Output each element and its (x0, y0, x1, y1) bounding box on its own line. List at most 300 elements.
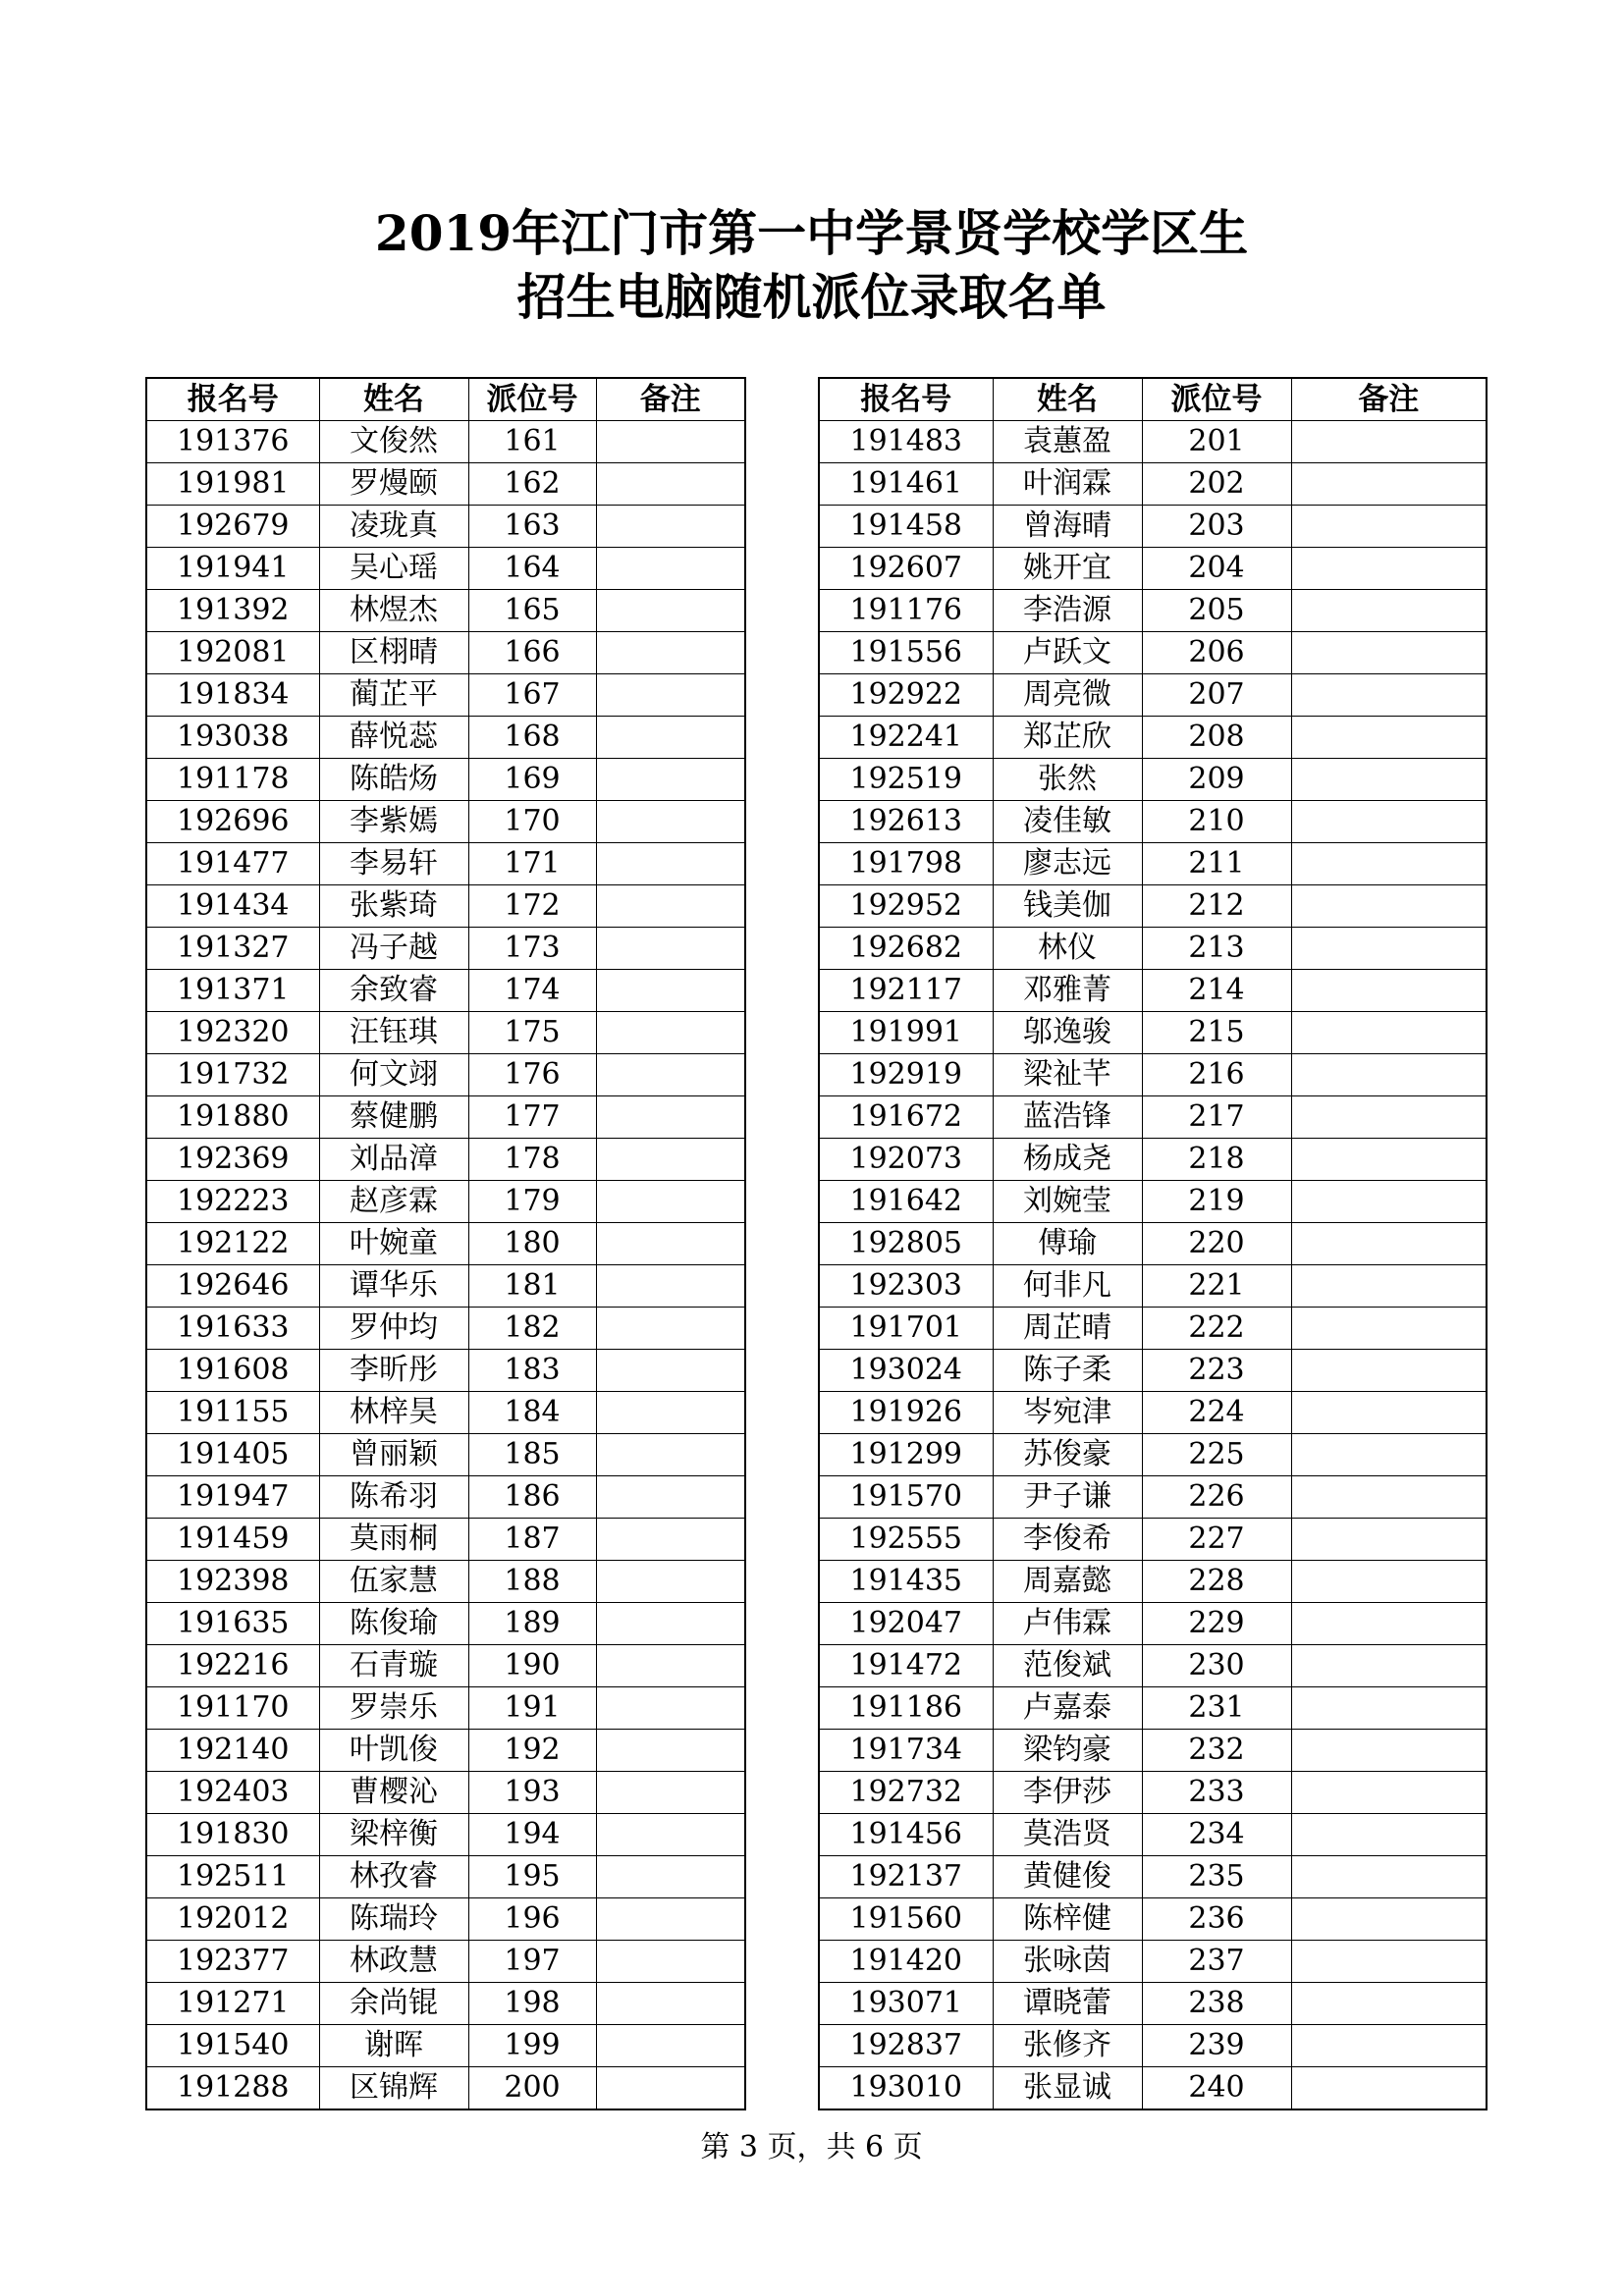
column-header-remarks: 备注 (596, 378, 745, 421)
seat-number-cell: 196 (468, 1898, 596, 1941)
seat-number-cell: 178 (468, 1139, 596, 1181)
table-row (146, 674, 745, 717)
registration-number-cell: 192073 (819, 1139, 993, 1181)
table-row (146, 1603, 745, 1645)
seat-number-cell: 223 (1142, 1350, 1291, 1392)
table-row (819, 506, 1487, 548)
student-name-cell: 谢晖 (319, 2025, 468, 2067)
page-footer: 第 3 页，共 6 页 (700, 2130, 923, 2164)
remarks-cell (1291, 1898, 1487, 1941)
table-row (146, 1814, 745, 1856)
student-name-cell: 陈皓炀 (319, 759, 468, 801)
remarks-cell (596, 1012, 745, 1054)
student-name-cell: 张然 (993, 759, 1142, 801)
table-row (146, 1350, 745, 1392)
seat-number-cell: 194 (468, 1814, 596, 1856)
registration-number-cell: 191371 (146, 970, 319, 1012)
remarks-cell (1291, 1645, 1487, 1687)
seat-number-cell: 205 (1142, 590, 1291, 632)
column-header-registration-number: 报名号 (146, 378, 319, 421)
registration-number-cell: 191420 (819, 1941, 993, 1983)
table-row (819, 1645, 1487, 1687)
seat-number-cell: 172 (468, 885, 596, 928)
seat-number-cell: 184 (468, 1392, 596, 1434)
seat-number-cell: 163 (468, 506, 596, 548)
student-name-cell: 李浩源 (993, 590, 1142, 632)
remarks-cell (1291, 928, 1487, 970)
registration-number-cell: 192952 (819, 885, 993, 928)
registration-number-cell: 191271 (146, 1983, 319, 2025)
registration-number-cell: 191176 (819, 590, 993, 632)
student-name-cell: 林孜睿 (319, 1856, 468, 1898)
seat-number-cell: 203 (1142, 506, 1291, 548)
remarks-cell (1291, 1223, 1487, 1265)
remarks-cell (1291, 2067, 1487, 2110)
remarks-cell (1291, 1519, 1487, 1561)
remarks-cell (1291, 1308, 1487, 1350)
student-name-cell: 赵彦霖 (319, 1181, 468, 1223)
registration-number-cell: 192377 (146, 1941, 319, 1983)
registration-number-cell: 192922 (819, 674, 993, 717)
seat-number-cell: 235 (1142, 1856, 1291, 1898)
table-row (146, 2067, 745, 2110)
table-row (146, 1983, 745, 2025)
remarks-cell (596, 1139, 745, 1181)
student-name-cell: 袁蕙盈 (993, 421, 1142, 463)
remarks-cell (1291, 632, 1487, 674)
registration-number-cell: 191392 (146, 590, 319, 632)
seat-number-cell: 168 (468, 717, 596, 759)
document-title-line-2: 招生电脑随机派位录取名单 (516, 268, 1107, 326)
registration-number-cell: 191434 (146, 885, 319, 928)
registration-number-cell: 192303 (819, 1265, 993, 1308)
table-row (146, 421, 745, 463)
registration-number-cell: 191477 (146, 843, 319, 885)
seat-number-cell: 207 (1142, 674, 1291, 717)
registration-number-cell: 191405 (146, 1434, 319, 1476)
registration-number-cell: 192607 (819, 548, 993, 590)
student-name-cell: 刘品漳 (319, 1139, 468, 1181)
table-row (146, 1941, 745, 1983)
student-name-cell: 李伊莎 (993, 1772, 1142, 1814)
remarks-cell (596, 1814, 745, 1856)
student-name-cell: 罗熳颐 (319, 463, 468, 506)
student-name-cell: 莫雨桐 (319, 1519, 468, 1561)
seat-number-cell: 193 (468, 1772, 596, 1814)
table-row (819, 632, 1487, 674)
remarks-cell (596, 717, 745, 759)
student-name-cell: 尹子谦 (993, 1476, 1142, 1519)
remarks-cell (1291, 885, 1487, 928)
student-name-cell: 张紫琦 (319, 885, 468, 928)
registration-number-cell: 191459 (146, 1519, 319, 1561)
remarks-cell (596, 1434, 745, 1476)
seat-number-cell: 215 (1142, 1012, 1291, 1054)
student-name-cell: 区栩晴 (319, 632, 468, 674)
registration-number-cell: 193010 (819, 2067, 993, 2110)
remarks-cell (1291, 1139, 1487, 1181)
remarks-cell (1291, 1096, 1487, 1139)
table-row (819, 1898, 1487, 1941)
registration-number-cell: 192122 (146, 1223, 319, 1265)
remarks-cell (596, 590, 745, 632)
remarks-cell (1291, 1561, 1487, 1603)
seat-number-cell: 218 (1142, 1139, 1291, 1181)
remarks-cell (596, 928, 745, 970)
remarks-cell (1291, 548, 1487, 590)
remarks-cell (1291, 1392, 1487, 1434)
seat-number-cell: 234 (1142, 1814, 1291, 1856)
registration-number-cell: 191472 (819, 1645, 993, 1687)
student-name-cell: 李昕彤 (319, 1350, 468, 1392)
registration-number-cell: 191732 (146, 1054, 319, 1096)
remarks-cell (596, 843, 745, 885)
table-row (146, 970, 745, 1012)
student-name-cell: 廖志远 (993, 843, 1142, 885)
remarks-cell (1291, 1012, 1487, 1054)
roster-table-left (145, 377, 746, 2110)
registration-number-cell: 193038 (146, 717, 319, 759)
student-name-cell: 何非凡 (993, 1265, 1142, 1308)
student-name-cell: 陈希羽 (319, 1476, 468, 1519)
registration-number-cell: 192117 (819, 970, 993, 1012)
seat-number-cell: 237 (1142, 1941, 1291, 1983)
seat-number-cell: 236 (1142, 1898, 1291, 1941)
table-row (146, 1096, 745, 1139)
remarks-cell (1291, 674, 1487, 717)
registration-number-cell: 191734 (819, 1730, 993, 1772)
registration-number-cell: 192511 (146, 1856, 319, 1898)
remarks-cell (596, 801, 745, 843)
registration-number-cell: 192140 (146, 1730, 319, 1772)
table-row (819, 2025, 1487, 2067)
table-row (146, 1265, 745, 1308)
registration-number-cell: 191461 (819, 463, 993, 506)
registration-number-cell: 191435 (819, 1561, 993, 1603)
registration-number-cell: 191170 (146, 1687, 319, 1730)
seat-number-cell: 225 (1142, 1434, 1291, 1476)
seat-number-cell: 183 (468, 1350, 596, 1392)
student-name-cell: 陈子柔 (993, 1350, 1142, 1392)
student-name-cell: 黄健俊 (993, 1856, 1142, 1898)
table-row (146, 506, 745, 548)
seat-number-cell: 210 (1142, 801, 1291, 843)
seat-number-cell: 202 (1142, 463, 1291, 506)
registration-number-cell: 192519 (819, 759, 993, 801)
table-row (819, 801, 1487, 843)
registration-number-cell: 191926 (819, 1392, 993, 1434)
registration-number-cell: 191608 (146, 1350, 319, 1392)
seat-number-cell: 214 (1142, 970, 1291, 1012)
student-name-cell: 谭华乐 (319, 1265, 468, 1308)
table-row (819, 1730, 1487, 1772)
registration-number-cell: 191947 (146, 1476, 319, 1519)
remarks-cell (596, 506, 745, 548)
seat-number-cell: 188 (468, 1561, 596, 1603)
student-name-cell: 张显诚 (993, 2067, 1142, 2110)
remarks-cell (596, 1476, 745, 1519)
seat-number-cell: 240 (1142, 2067, 1291, 2110)
seat-number-cell: 180 (468, 1223, 596, 1265)
registration-number-cell: 191642 (819, 1181, 993, 1223)
student-name-cell: 梁钧豪 (993, 1730, 1142, 1772)
student-name-cell: 邬逸骏 (993, 1012, 1142, 1054)
table-row (819, 843, 1487, 885)
table-row (146, 801, 745, 843)
remarks-cell (1291, 1814, 1487, 1856)
remarks-cell (1291, 843, 1487, 885)
registration-number-cell: 192732 (819, 1772, 993, 1814)
seat-number-cell: 227 (1142, 1519, 1291, 1561)
table-row (146, 1687, 745, 1730)
registration-number-cell: 191155 (146, 1392, 319, 1434)
student-name-cell: 谭晓蕾 (993, 1983, 1142, 2025)
registration-number-cell: 192241 (819, 717, 993, 759)
remarks-cell (596, 1265, 745, 1308)
remarks-cell (596, 759, 745, 801)
registration-number-cell: 191376 (146, 421, 319, 463)
seat-number-cell: 199 (468, 2025, 596, 2067)
remarks-cell (1291, 421, 1487, 463)
seat-number-cell: 170 (468, 801, 596, 843)
seat-number-cell: 165 (468, 590, 596, 632)
seat-number-cell: 169 (468, 759, 596, 801)
student-name-cell: 曹樱沁 (319, 1772, 468, 1814)
student-name-cell: 钱美伽 (993, 885, 1142, 928)
remarks-cell (1291, 1434, 1487, 1476)
table-row (819, 1096, 1487, 1139)
student-name-cell: 张修齐 (993, 2025, 1142, 2067)
student-name-cell: 范俊斌 (993, 1645, 1142, 1687)
roster-table-right (818, 377, 1488, 2110)
remarks-cell (596, 885, 745, 928)
registration-number-cell: 192682 (819, 928, 993, 970)
seat-number-cell: 177 (468, 1096, 596, 1139)
student-name-cell: 凌珑真 (319, 506, 468, 548)
table-row (819, 1434, 1487, 1476)
student-name-cell: 罗仲均 (319, 1308, 468, 1350)
registration-number-cell: 191288 (146, 2067, 319, 2110)
seat-number-cell: 191 (468, 1687, 596, 1730)
registration-number-cell: 192403 (146, 1772, 319, 1814)
table-row (146, 1012, 745, 1054)
student-name-cell: 吴心瑶 (319, 548, 468, 590)
student-name-cell: 蔺芷平 (319, 674, 468, 717)
registration-number-cell: 191880 (146, 1096, 319, 1139)
table-row (146, 590, 745, 632)
registration-number-cell: 191635 (146, 1603, 319, 1645)
seat-number-cell: 239 (1142, 2025, 1291, 2067)
student-name-cell: 梁梓衡 (319, 1814, 468, 1856)
student-name-cell: 林仪 (993, 928, 1142, 970)
registration-number-cell: 191834 (146, 674, 319, 717)
table-row (819, 1265, 1487, 1308)
student-name-cell: 叶凯俊 (319, 1730, 468, 1772)
seat-number-cell: 164 (468, 548, 596, 590)
student-name-cell: 林政慧 (319, 1941, 468, 1983)
table-row (819, 2067, 1487, 2110)
registration-number-cell: 192047 (819, 1603, 993, 1645)
remarks-cell (596, 1181, 745, 1223)
remarks-cell (596, 421, 745, 463)
student-name-cell: 张咏茵 (993, 1941, 1142, 1983)
remarks-cell (1291, 1687, 1487, 1730)
registration-number-cell: 191556 (819, 632, 993, 674)
student-name-cell: 傅瑜 (993, 1223, 1142, 1265)
student-name-cell: 梁祉芊 (993, 1054, 1142, 1096)
column-header-registration-number: 报名号 (819, 378, 993, 421)
roster-body-left (146, 421, 745, 2110)
remarks-cell (596, 1054, 745, 1096)
registration-number-cell: 191540 (146, 2025, 319, 2067)
registration-number-cell: 191798 (819, 843, 993, 885)
registration-number-cell: 192137 (819, 1856, 993, 1898)
table-row (146, 548, 745, 590)
student-name-cell: 周芷晴 (993, 1308, 1142, 1350)
registration-number-cell: 192398 (146, 1561, 319, 1603)
student-name-cell: 冯子越 (319, 928, 468, 970)
student-name-cell: 曾丽颖 (319, 1434, 468, 1476)
remarks-cell (1291, 759, 1487, 801)
remarks-cell (596, 1983, 745, 2025)
seat-number-cell: 208 (1142, 717, 1291, 759)
remarks-cell (1291, 590, 1487, 632)
student-name-cell: 蓝浩锋 (993, 1096, 1142, 1139)
table-row (819, 928, 1487, 970)
student-name-cell: 姚开宜 (993, 548, 1142, 590)
student-name-cell: 卢跃文 (993, 632, 1142, 674)
registration-number-cell: 191981 (146, 463, 319, 506)
column-header-name: 姓名 (993, 378, 1142, 421)
remarks-cell (1291, 1181, 1487, 1223)
remarks-cell (1291, 1265, 1487, 1308)
registration-number-cell: 191672 (819, 1096, 993, 1139)
remarks-cell (596, 1772, 745, 1814)
student-name-cell: 莫浩贤 (993, 1814, 1142, 1856)
student-name-cell: 李俊希 (993, 1519, 1142, 1561)
table-row (819, 1308, 1487, 1350)
header-row (819, 378, 1487, 421)
remarks-cell (596, 1730, 745, 1772)
remarks-cell (596, 970, 745, 1012)
seat-number-cell: 213 (1142, 928, 1291, 970)
seat-number-cell: 162 (468, 463, 596, 506)
table-row (819, 1223, 1487, 1265)
seat-number-cell: 167 (468, 674, 596, 717)
registration-number-cell: 191327 (146, 928, 319, 970)
table-row (146, 2025, 745, 2067)
table-row (819, 1814, 1487, 1856)
table-row (819, 674, 1487, 717)
table-row (819, 1941, 1487, 1983)
remarks-cell (596, 548, 745, 590)
registration-number-cell: 192919 (819, 1054, 993, 1096)
registration-number-cell: 192679 (146, 506, 319, 548)
table-row (819, 1012, 1487, 1054)
seat-number-cell: 212 (1142, 885, 1291, 928)
seat-number-cell: 187 (468, 1519, 596, 1561)
table-row (819, 590, 1487, 632)
remarks-cell (596, 1687, 745, 1730)
remarks-cell (1291, 1856, 1487, 1898)
seat-number-cell: 219 (1142, 1181, 1291, 1223)
student-name-cell: 叶润霖 (993, 463, 1142, 506)
student-name-cell: 陈梓健 (993, 1898, 1142, 1941)
registration-number-cell: 192081 (146, 632, 319, 674)
remarks-cell (596, 674, 745, 717)
column-header-name: 姓名 (319, 378, 468, 421)
student-name-cell: 周亮微 (993, 674, 1142, 717)
student-name-cell: 林梓昊 (319, 1392, 468, 1434)
student-name-cell: 何文翊 (319, 1054, 468, 1096)
seat-number-cell: 204 (1142, 548, 1291, 590)
column-header-remarks: 备注 (1291, 378, 1487, 421)
table-row (146, 1476, 745, 1519)
seat-number-cell: 209 (1142, 759, 1291, 801)
seat-number-cell: 222 (1142, 1308, 1291, 1350)
remarks-cell (1291, 2025, 1487, 2067)
table-row (146, 885, 745, 928)
registration-number-cell: 191299 (819, 1434, 993, 1476)
seat-number-cell: 176 (468, 1054, 596, 1096)
student-name-cell: 邓雅菁 (993, 970, 1142, 1012)
registration-number-cell: 191633 (146, 1308, 319, 1350)
student-name-cell: 罗崇乐 (319, 1687, 468, 1730)
remarks-cell (1291, 506, 1487, 548)
table-row (819, 717, 1487, 759)
table-row (146, 1054, 745, 1096)
registration-number-cell: 192646 (146, 1265, 319, 1308)
table-row (819, 1350, 1487, 1392)
remarks-cell (1291, 1350, 1487, 1392)
seat-number-cell: 217 (1142, 1096, 1291, 1139)
registration-number-cell: 192805 (819, 1223, 993, 1265)
student-name-cell: 郑芷欣 (993, 717, 1142, 759)
remarks-cell (596, 1096, 745, 1139)
table-row (819, 1392, 1487, 1434)
table-row (146, 1223, 745, 1265)
table-row (146, 928, 745, 970)
table-row (146, 1181, 745, 1223)
remarks-cell (596, 2067, 745, 2110)
seat-number-cell: 230 (1142, 1645, 1291, 1687)
table-row (146, 1856, 745, 1898)
seat-number-cell: 182 (468, 1308, 596, 1350)
registration-number-cell: 192223 (146, 1181, 319, 1223)
seat-number-cell: 200 (468, 2067, 596, 2110)
table-row (146, 1645, 745, 1687)
seat-number-cell: 174 (468, 970, 596, 1012)
remarks-cell (596, 1223, 745, 1265)
seat-number-cell: 186 (468, 1476, 596, 1519)
student-name-cell: 卢伟霖 (993, 1603, 1142, 1645)
remarks-cell (596, 1898, 745, 1941)
table-row (819, 1181, 1487, 1223)
table-row (819, 970, 1487, 1012)
remarks-cell (596, 1308, 745, 1350)
remarks-cell (596, 1645, 745, 1687)
remarks-cell (596, 1392, 745, 1434)
seat-number-cell: 173 (468, 928, 596, 970)
remarks-cell (1291, 1603, 1487, 1645)
table-row (146, 1434, 745, 1476)
table-row (819, 1054, 1487, 1096)
remarks-cell (1291, 1941, 1487, 1983)
registration-number-cell: 191991 (819, 1012, 993, 1054)
student-name-cell: 林煜杰 (319, 590, 468, 632)
registration-number-cell: 192216 (146, 1645, 319, 1687)
registration-number-cell: 193024 (819, 1350, 993, 1392)
